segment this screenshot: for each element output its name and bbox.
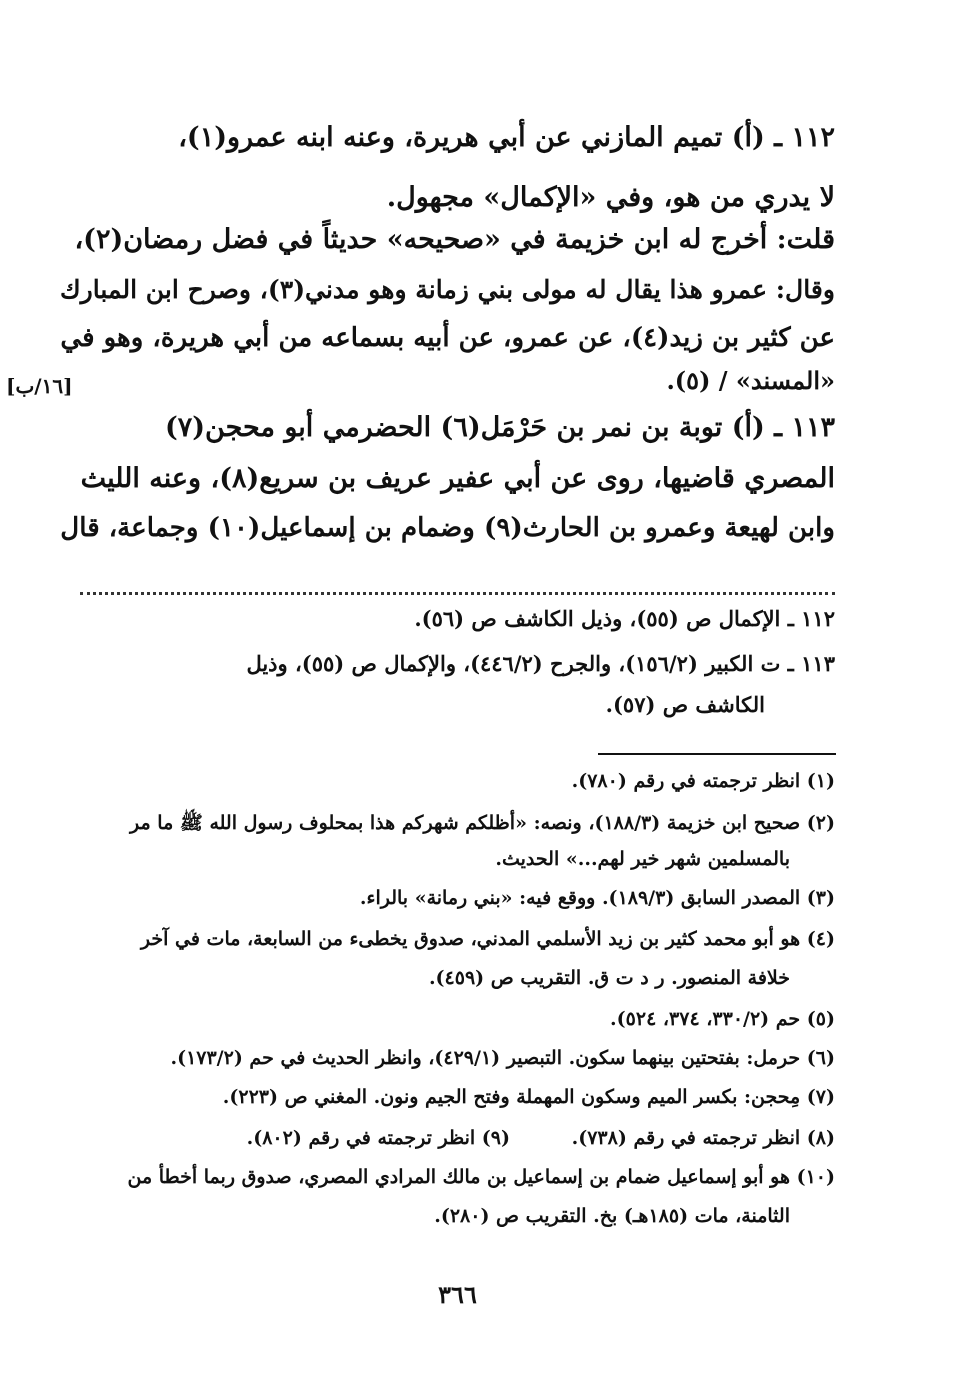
footnote-3: (٣) المصدر السابق (١٨٩/٣). ووقع فيه: «بني رمانة» بالراء. — [359, 887, 835, 909]
footnote-5: (٥) حم (٣٣٠/٢، ٣٧٤، ٥٢٤). — [610, 1008, 835, 1030]
footnote-9: (٩) انظر ترجمته في رقم (٨٠٢). — [246, 1127, 510, 1149]
reference-line-2: ١١٣ ـ ت الكبير (١٥٦/٢)، والجرح (٤٤٦/٢)، والإكمال ص (٥٥)، وذيل — [246, 651, 835, 676]
main-text-line-4: وقال: عمرو هذا يقال له مولى بني زمانة وهو مدني(٣)، وصرح ابن المبارك — [59, 274, 835, 304]
footnote-4-cont: خلافة المنصور. ر د ت ق. التقريب ص (٤٥٩). — [428, 967, 790, 989]
main-text-line-1: ١١٢ ـ (أ) تميم المازني عن أبي هريرة، وعنه ابنه عمرو(١)، — [178, 122, 835, 153]
folio-margin-note: [١٦/ب] — [6, 374, 73, 398]
footnote-7: (٧) مِحجن: بكسر الميم وسكون المهملة وفتح الجيم ونون. المغني ص (٢٢٣). — [222, 1086, 835, 1108]
footnote-4: (٤) هو أبو محمد كثير بن زيد الأسلمي المدني، صدوق يخطىء من السابعة، مات في آخر — [140, 928, 835, 950]
reference-line-1: ١١٢ ـ الإكمال ص (٥٥)، وذيل الكاشف ص (٥٦). — [414, 606, 835, 631]
page-number: ٣٦٦ — [438, 1280, 477, 1309]
footnote-2-cont: بالمسلمين شهر خير لهم...» الحديث. — [495, 848, 790, 870]
footnote-10-cont: الثامنة، مات (١٨٥هـ) بخ. التقريب ص (٢٨٠). — [434, 1205, 790, 1227]
reference-line-3: الكاشف ص (٥٧). — [605, 692, 765, 717]
main-text-line-9: وابن لهيعة وعمرو بن الحارث(٩) وضمام بن إسماعيل(١٠) وجماعة، قال — [60, 512, 835, 543]
footnote-2: (٢) صحيح ابن خزيمة (١٨٨/٣)، ونصه: «أظلكم شهركم هذا بمحلوف رسول الله ﷺ ما مر — [130, 812, 835, 834]
main-text-line-8: المصري قاضيها، روى عن أبي عفير عريف بن سريع(٨)، وعنه الليث — [80, 463, 835, 494]
main-text-line-6: «المسند» / (٥). — [666, 366, 835, 395]
footnote-rule — [598, 753, 836, 755]
main-text-line-5: عن كثير بن زيد(٤)، عن عمرو، عن أبيه بسماعه من أبي هريرة، وهو في — [60, 323, 835, 353]
main-text-line-3: قلت: أخرج له ابن خزيمة في «صحيحه» حديثاً في فضل رمضان(٢)، — [74, 224, 835, 255]
main-text-line-7: ١١٣ ـ (أ) توبة بن نمر بن حَرْمَل(٦) الحضرمي أبو محجن(٧) — [164, 412, 835, 443]
footnote-10: (١٠) هو أبو إسماعيل ضمام بن إسماعيل بن مالك المرادي المصري، صدوق ربما أخطأ من — [127, 1166, 835, 1188]
main-text-line-2: لا يدري من هو، وفي «الإكمال» مجهول. — [386, 182, 835, 213]
dotted-separator — [80, 592, 835, 595]
footnote-6: (٦) حرمل: بفتحتين بينهما سكون. التبصير (٤٢٩/١)، وانظر الحديث في حم (١٧٣/٢). — [170, 1047, 835, 1069]
footnote-8: (٨) انظر ترجمته في رقم (٧٣٨). — [571, 1127, 835, 1149]
footnote-1: (١) انظر ترجمته في رقم (٧٨٠). — [571, 770, 835, 792]
